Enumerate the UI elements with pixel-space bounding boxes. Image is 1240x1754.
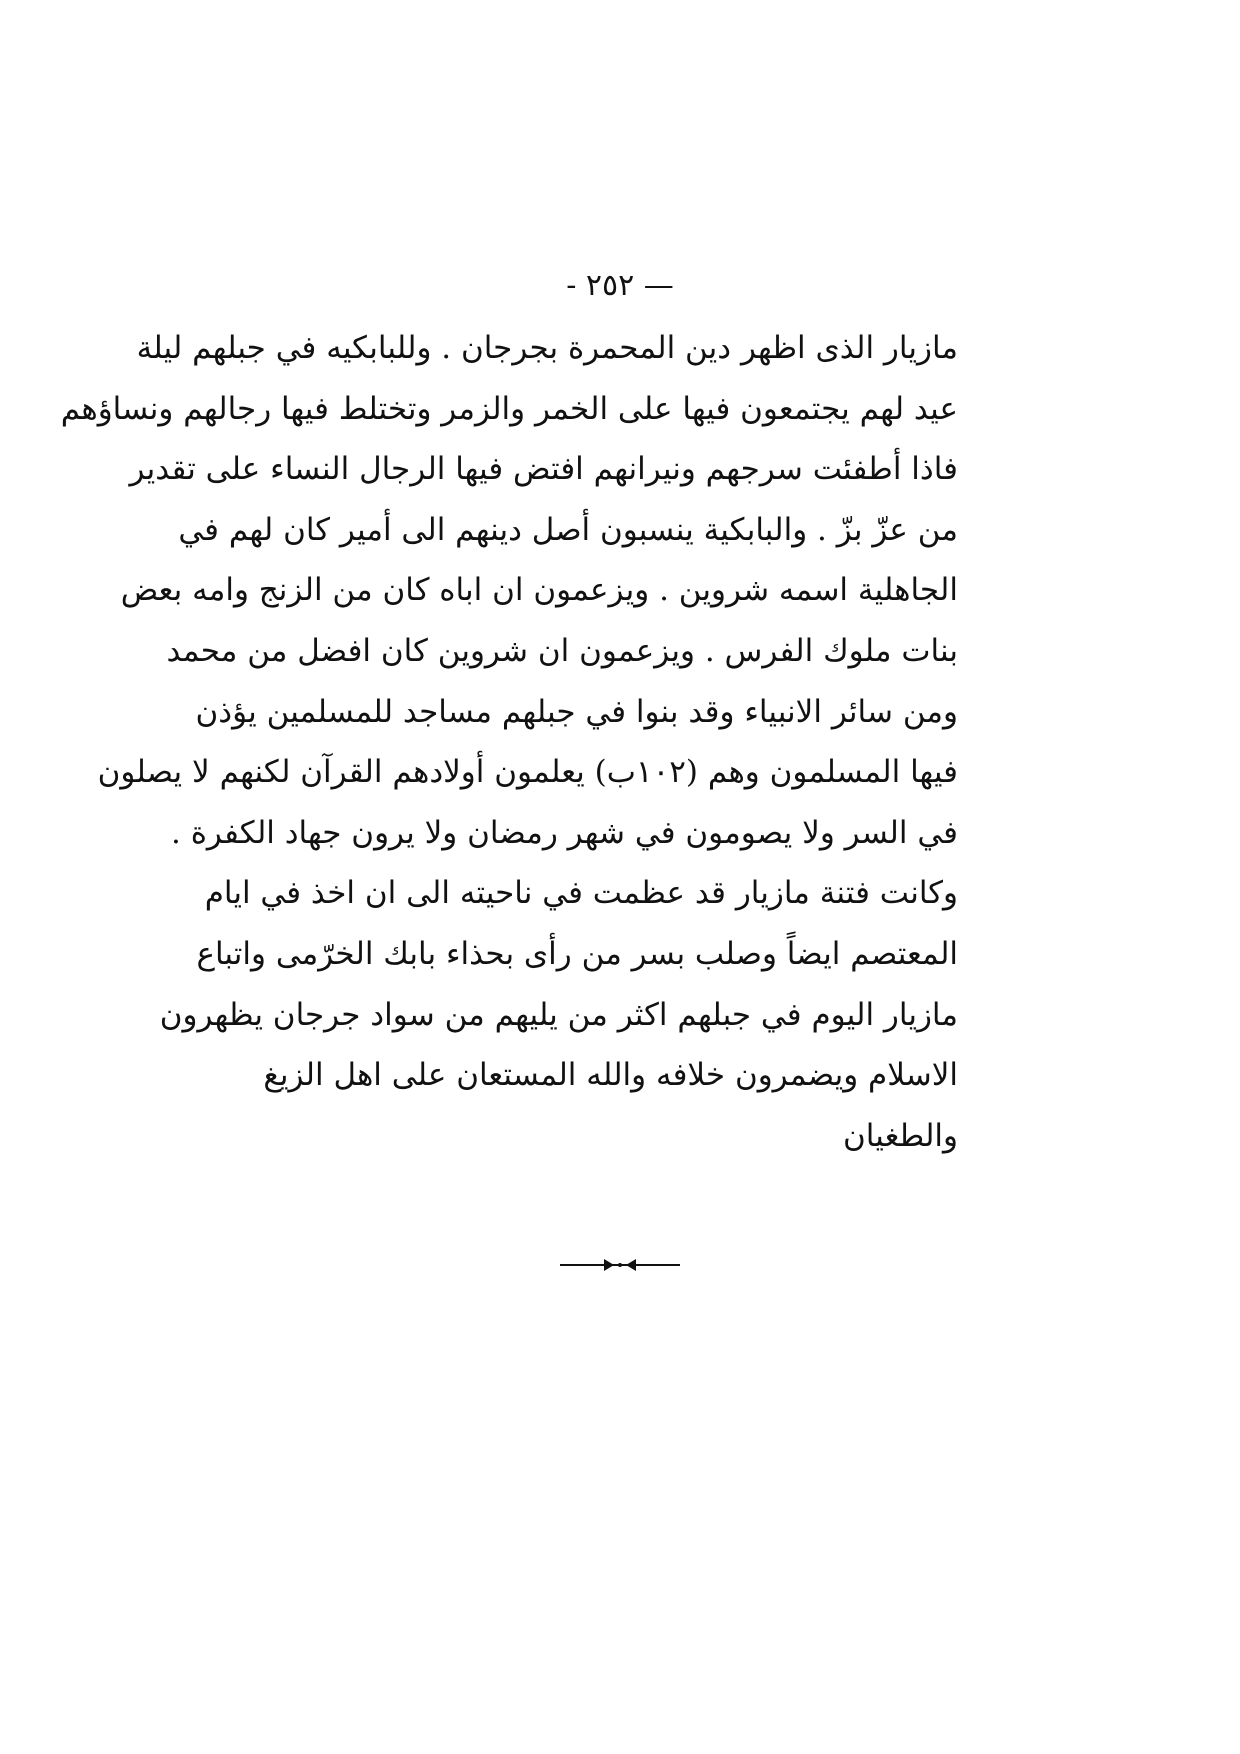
text-line: الجاهلية اسمه شروين . ويزعمون ان اباه كان من الزنج وامه بعض (120, 572, 958, 609)
text-line: عيد لهم يجتمعون فيها على الخمر والزمر وتختلط فيها رجالهم ونساؤهم (60, 390, 958, 427)
body-text (60, 318, 958, 1166)
text-line: مازيار الذى اظهر دين المحمرة بجرجان . وللبابكيه في جبلهم ليلة (136, 330, 958, 366)
text-line: في السر ولا يصومون في شهر رمضان ولا يرون جهاد الكفرة . (170, 814, 958, 851)
text-line: وكانت فتنة مازيار قد عظمت في ناحيته الى ان اخذ في ايام (204, 875, 958, 912)
text-line: مازيار اليوم في جبلهم اكثر من يليهم من سواد جرجان يظهرون (159, 996, 958, 1033)
text-line: فاذا أطفئت سرجهم ونيرانهم افتض فيها الرجال النساء على تقدير (129, 451, 958, 488)
text-line: بنات ملوك الفرس . ويزعمون ان شروين كان افضل من محمد (166, 632, 958, 669)
text-line: فيها المسلمون وهم (١٠٢ب) يعلمون أولادهم القرآن لكنهم لا يصلون (97, 754, 958, 791)
section-end-ornament (560, 1255, 680, 1275)
page-number: — ٢٥٢ - (566, 268, 674, 303)
text-line: المعتصم ايضاً وصلب بسر من رأى بحذاء بابك الخرّمى واتباع (196, 935, 958, 972)
text-line: الاسلام ويضمرون خلافه والله المستعان على اهل الزيغ (263, 1057, 958, 1094)
text-line: والطغيان (843, 1117, 958, 1154)
text-line: من عزّ بزّ . والبابكية ينسبون أصل دينهم الى أمير كان لهم في (178, 511, 958, 548)
text-line: ومن سائر الانبياء وقد بنوا في جبلهم مساجد للمسلمين يؤذن (195, 693, 958, 730)
